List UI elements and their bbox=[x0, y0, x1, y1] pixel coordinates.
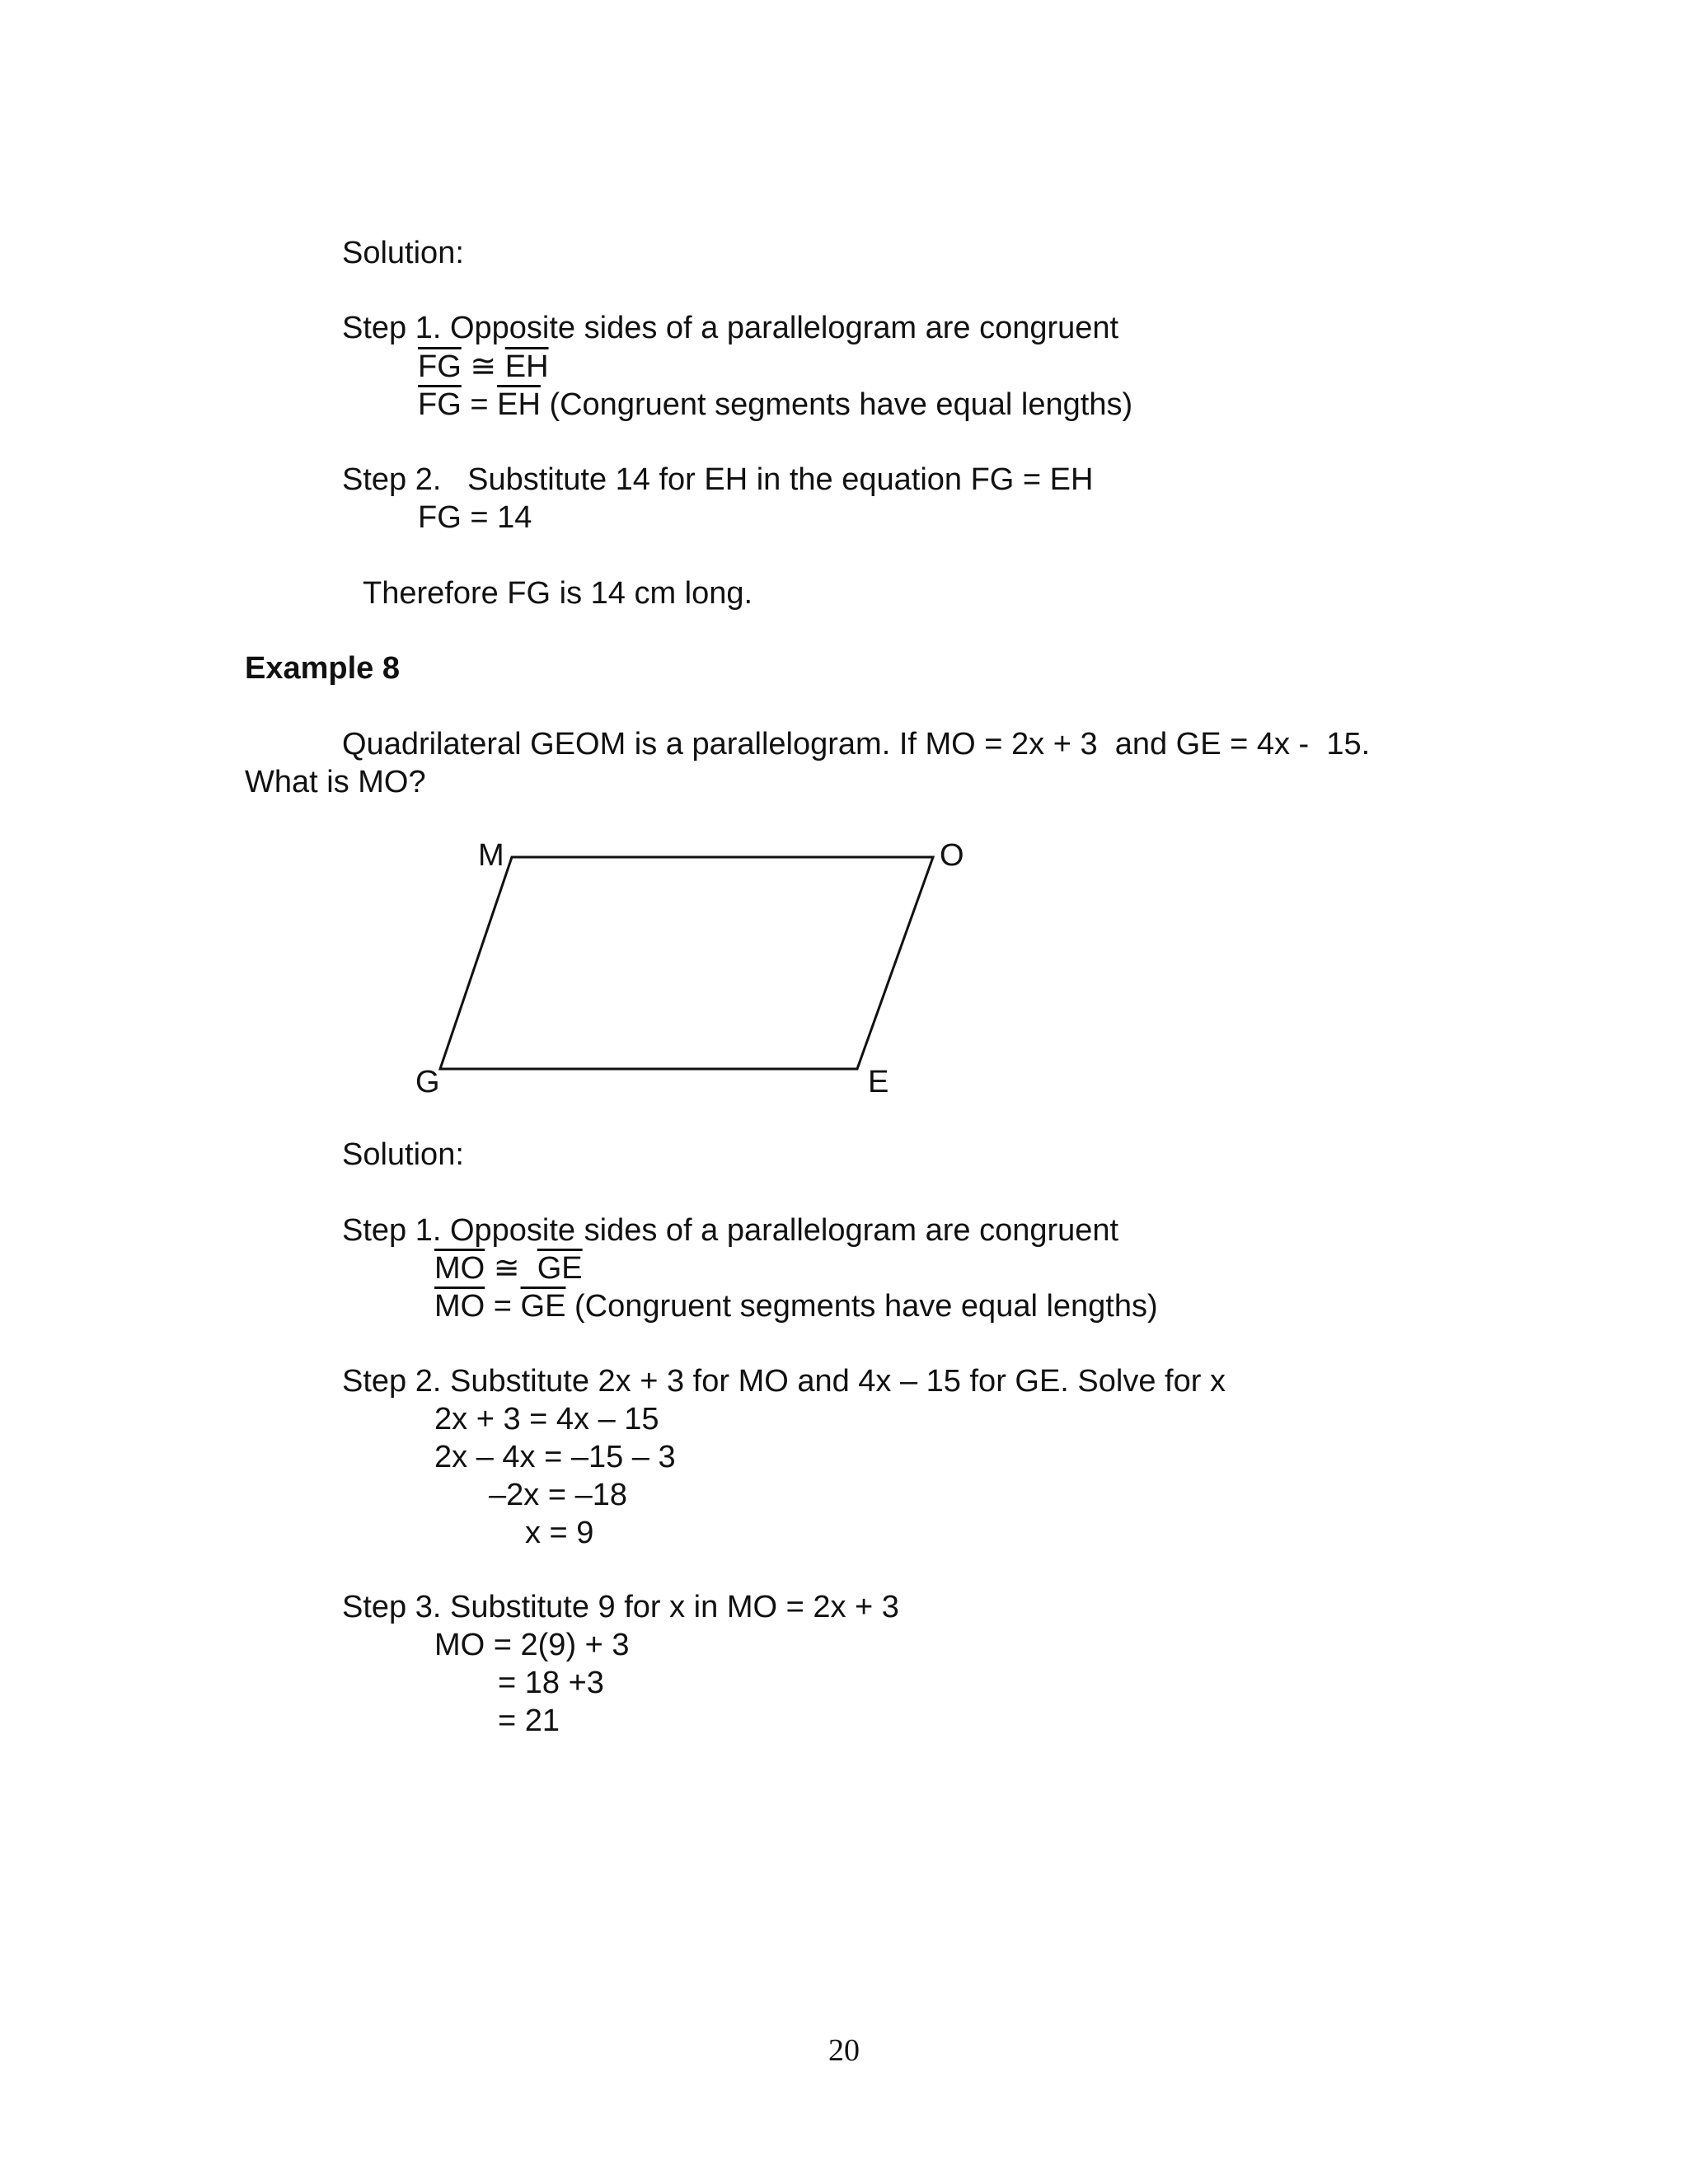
segment-ge: $\overline{GE}$ bbox=[537, 1251, 583, 1286]
step-1-note: (Congruent segments have equal lengths) bbox=[565, 1289, 1158, 1324]
segment-eh: $\overline{EH}$ bbox=[504, 349, 549, 384]
congruent-symbol: ≅ bbox=[461, 349, 505, 384]
problem-line-1: Quadrilateral GEOM is a parallelogram. If MO = 2x + 3 and GE = 4x - 15. bbox=[342, 727, 1371, 762]
conclusion: Therefore FG is 14 cm long. bbox=[363, 576, 753, 611]
step-1-title: Step 1. Opposite sides of a parallelogram are congruent bbox=[342, 1213, 1119, 1248]
segment-fg: $\overline{FG}$ bbox=[418, 349, 462, 384]
equation-line-2: 2x – 4x = –15 – 3 bbox=[434, 1440, 676, 1474]
congruent-symbol: ≅ bbox=[485, 1251, 537, 1286]
vertex-label-m: M bbox=[478, 838, 504, 873]
parallelogram-shape bbox=[440, 857, 933, 1069]
step-2-result: FG = 14 bbox=[418, 500, 532, 535]
equals-symbol: = bbox=[485, 1289, 521, 1324]
step-3-title: Step 3. Substitute 9 for x in MO = 2x + 3 bbox=[342, 1590, 899, 1624]
segment-mo: $\overline{MO}$ bbox=[434, 1251, 485, 1286]
solution-label: Solution: bbox=[342, 1137, 464, 1172]
substitution-line-2: = 18 +3 bbox=[498, 1666, 604, 1700]
segment-fg: $\overline{FG}$ bbox=[418, 387, 462, 422]
problem-line-2: What is MO? bbox=[245, 765, 426, 799]
step-1-equality bbox=[434, 1287, 1158, 1325]
segment-eh: $\overline{EH}$ bbox=[497, 387, 541, 422]
equation-line-4: x = 9 bbox=[525, 1516, 594, 1550]
substitution-line-3: = 21 bbox=[498, 1704, 560, 1738]
step-2-title: Step 2. Substitute 14 for EH in the equation FG = EH bbox=[342, 462, 1094, 497]
equals-symbol: = bbox=[461, 387, 498, 422]
step-2-title: Step 2. Substitute 2x + 3 for MO and 4x – 15 for GE. Solve for x bbox=[342, 1364, 1226, 1399]
equation-line-1: 2x + 3 = 4x – 15 bbox=[434, 1402, 659, 1436]
substitution-line-1: MO = 2(9) + 3 bbox=[434, 1628, 630, 1662]
segment-mo: $\overline{MO}$ bbox=[434, 1289, 485, 1324]
vertex-label-g: G bbox=[415, 1065, 440, 1099]
step-1-note: (Congruent segments have equal lengths) bbox=[540, 387, 1133, 422]
solution-label: Solution: bbox=[342, 236, 464, 270]
example-heading: Example 8 bbox=[245, 651, 400, 686]
step-1-congruence bbox=[434, 1249, 583, 1287]
vertex-label-o: O bbox=[940, 838, 964, 873]
equation-line-3: –2x = –18 bbox=[489, 1478, 627, 1512]
page-number: 20 bbox=[828, 2033, 860, 2068]
segment-ge: $\overline{GE}$ bbox=[520, 1289, 566, 1324]
vertex-label-e: E bbox=[868, 1065, 889, 1099]
step-1-title: Step 1. Opposite sides of a parallelogram are congruent bbox=[342, 311, 1119, 345]
